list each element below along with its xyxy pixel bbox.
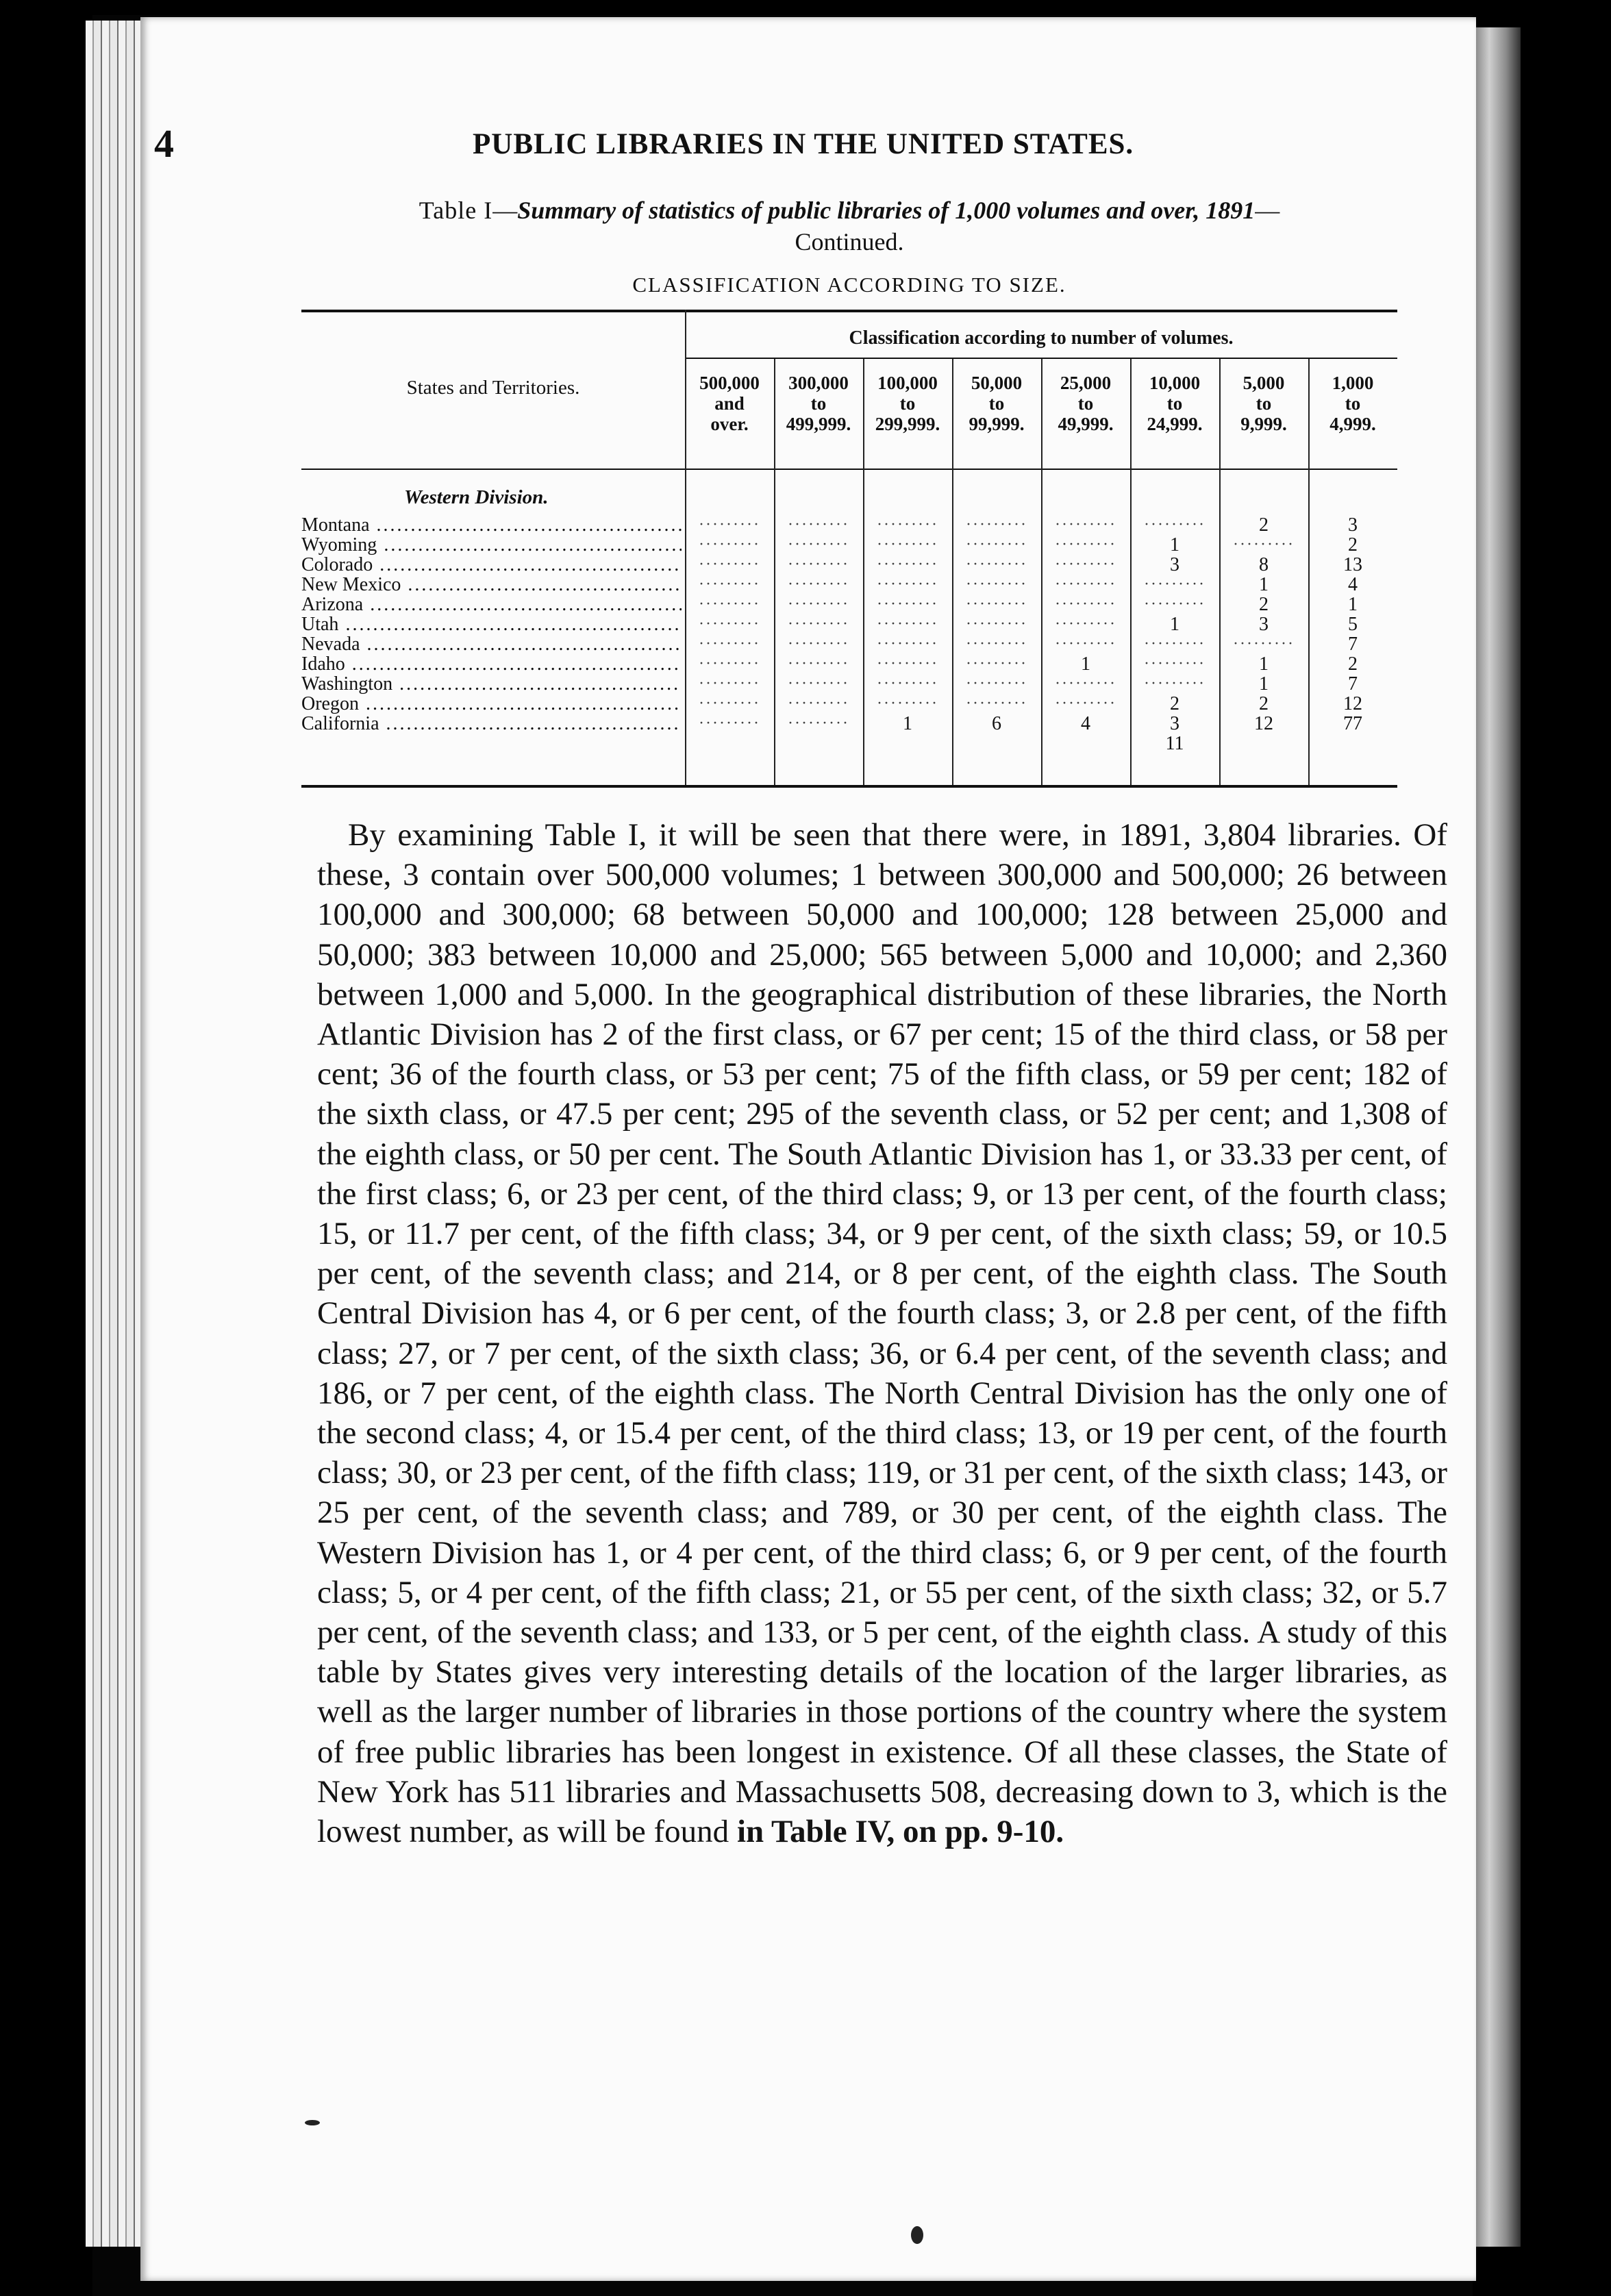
table-cell (1130, 674, 1219, 694)
table-cell (1219, 634, 1308, 654)
leader-dots: ········· (788, 615, 849, 633)
table-cell: 2 (1348, 534, 1358, 556)
section-label-western-division: Western Division. (404, 486, 549, 508)
table-cell: 13 (1343, 554, 1362, 575)
column-header (952, 373, 1041, 434)
column-header-line: 49,999. (1058, 414, 1114, 434)
leader-dots: ········· (1144, 575, 1206, 593)
table-cell: 2 (1348, 653, 1358, 675)
leader-dots: ········· (966, 655, 1027, 673)
leader-dots: ········· (699, 635, 760, 653)
table-cell: 1 (1348, 594, 1358, 615)
table-cell: 1 (1170, 534, 1179, 556)
states-column-header: States and Territories. (406, 377, 580, 399)
column-header-line: 300,000 (788, 373, 849, 393)
leader-dots: ········· (788, 714, 849, 732)
column-header-line: 299,999. (875, 414, 940, 434)
leader-dots: ········· (966, 615, 1027, 633)
state-name: Idaho ..... (301, 654, 682, 674)
leader-dots: ········· (877, 655, 938, 673)
leader-dots: ········· (699, 516, 760, 534)
table-row (301, 555, 1397, 575)
table-cell (1130, 634, 1219, 654)
table-cell: 8 (1259, 554, 1269, 575)
state-name: Montana ..... (301, 515, 682, 535)
table-cell: 2 (1259, 594, 1269, 615)
leader-dots: ········· (966, 575, 1027, 593)
table-cell (863, 555, 952, 575)
state-name: Arizona ..... (301, 595, 682, 614)
leader-dots: ········· (788, 556, 849, 573)
table-cell: 3 (1170, 554, 1179, 575)
table-caption-title: Summary of statistics of public libraries of 1,000 volumes and over, 1891 (517, 197, 1256, 224)
table-cell: 6 (992, 713, 1001, 734)
table-cell: 3 (1348, 514, 1358, 536)
classification-group-header: Classification according to number of volumes. (849, 327, 1234, 349)
table-cell (1219, 535, 1308, 555)
table-cell: 1 (1259, 574, 1269, 595)
table-subtitle: CLASSIFICATION ACCORDING TO SIZE. (632, 273, 1066, 297)
table-cell (863, 614, 952, 634)
binding-gutter-shadow (1473, 27, 1521, 2247)
leader-dots: ········· (1233, 536, 1295, 553)
table-cell (952, 634, 1041, 654)
table-cell (1041, 535, 1130, 555)
column-header-line: 499,999. (786, 414, 851, 434)
leader-dots: ········· (1144, 595, 1206, 613)
table-caption: Table I—Summary of statistics of public libraries of 1,000 volumes and over, 1891— Continued. (419, 197, 1280, 255)
table-row (301, 694, 1397, 714)
table-cell (685, 694, 774, 714)
table-cell (863, 575, 952, 595)
leader-dots: ········· (877, 615, 938, 633)
leader-dots: ········· (966, 695, 1027, 712)
leader-dots: ········· (699, 575, 760, 593)
table-row (301, 654, 1397, 674)
table-caption-label: Table I (419, 197, 493, 224)
table-cell: 4 (1348, 574, 1358, 595)
table-cell: 2 (1259, 693, 1269, 714)
column-header (863, 373, 952, 434)
table-cell (685, 575, 774, 595)
state-name: Wyoming ..... (301, 535, 682, 555)
table-cell: 12 (1254, 713, 1273, 734)
table-row (301, 614, 1397, 634)
leader-dots: ········· (788, 575, 849, 593)
table-cell (685, 515, 774, 535)
table-cell (685, 535, 774, 555)
leader-dots: ········· (877, 575, 938, 593)
column-header (685, 373, 774, 434)
table-cell: 1 (1170, 614, 1179, 635)
table-cell (1041, 634, 1130, 654)
column-header (1308, 373, 1397, 434)
leader-dots: ········· (877, 695, 938, 712)
state-name: New Mexico ..... (301, 575, 682, 595)
column-header-line: 1,000 (1332, 373, 1374, 393)
table-cell (685, 614, 774, 634)
column-header-line: 4,999. (1329, 414, 1376, 434)
table-cell: 2 (1259, 514, 1269, 536)
column-header-line: to (1077, 393, 1094, 414)
leader-dots: ········· (1055, 675, 1116, 692)
table-cell (774, 555, 863, 575)
leader-dots: ········· (699, 675, 760, 692)
leader-dots: ········· (788, 595, 849, 613)
leader-dots: ········· (966, 595, 1027, 613)
column-header-line: to (1256, 393, 1272, 414)
table-cell (952, 515, 1041, 535)
table-cell (774, 674, 863, 694)
scan-border-left (0, 0, 92, 2296)
table-row (301, 674, 1397, 694)
leader-dots: ········· (1055, 536, 1116, 553)
table-cell (952, 535, 1041, 555)
leader-dots: ········· (966, 675, 1027, 692)
leader-dots: ········· (1233, 635, 1295, 653)
leader-dots: ········· (1055, 635, 1116, 653)
table-cell (774, 595, 863, 614)
table-cell (774, 654, 863, 674)
table-cell (774, 614, 863, 634)
table-cell: 77 (1343, 713, 1362, 734)
table-cell (1041, 595, 1130, 614)
table-caption-continued: Continued. (795, 228, 904, 255)
page-number: 4 (154, 121, 174, 166)
table-row (301, 734, 1397, 753)
leader-dots: ········· (877, 595, 938, 613)
header-bottom-rule (301, 469, 1397, 470)
table-cell: 1 (1259, 673, 1269, 695)
column-header-line: 25,000 (1060, 373, 1112, 393)
table-bottom-rule (301, 785, 1397, 788)
leader-dots: ········· (788, 695, 849, 712)
state-name: California ..... (301, 714, 682, 734)
running-head: PUBLIC LIBRARIES IN THE UNITED STATES. (473, 128, 1134, 160)
column-header-line: to (988, 393, 1005, 414)
column-header (1041, 373, 1130, 434)
leader-dots: ········· (1144, 675, 1206, 692)
table-top-rule (301, 310, 1397, 312)
table-cell (952, 654, 1041, 674)
table-row (301, 535, 1397, 555)
leader-dots: ········· (699, 655, 760, 673)
table-cell (863, 595, 952, 614)
leader-dots: ········· (966, 516, 1027, 534)
table-cell (952, 575, 1041, 595)
scan-speck (305, 2120, 320, 2125)
leader-dots: ········· (1055, 695, 1116, 712)
leader-dots: ········· (699, 595, 760, 613)
table-row (301, 714, 1397, 734)
column-header-line: 100,000 (877, 373, 938, 393)
table-cell (774, 714, 863, 734)
column-header-line: 5,000 (1242, 373, 1285, 393)
column-header-line: and (714, 393, 745, 414)
leader-dots: ········· (1144, 516, 1206, 534)
column-header (1219, 373, 1308, 434)
table-cell: 7 (1348, 673, 1358, 695)
table-cell (863, 634, 952, 654)
statistics-table (301, 310, 1397, 789)
leader-dots: ········· (1055, 516, 1116, 534)
table-row (301, 575, 1397, 595)
table-cell (774, 634, 863, 654)
table-cell: 11 (1165, 733, 1184, 754)
table-cell (952, 555, 1041, 575)
scan-border-top (89, 0, 1479, 15)
table-cell (774, 515, 863, 535)
table-cell (1041, 674, 1130, 694)
table-cell (1041, 555, 1130, 575)
state-name: Colorado ..... (301, 555, 682, 575)
table-cell (952, 674, 1041, 694)
leader-dots: ········· (699, 714, 760, 732)
table-cell: 2 (1170, 693, 1179, 714)
leader-dots: ········· (966, 556, 1027, 573)
leader-dots: ········· (699, 615, 760, 633)
column-header-line: to (1345, 393, 1361, 414)
table-cell (1130, 595, 1219, 614)
table-cell (952, 614, 1041, 634)
leader-dots: ········· (877, 556, 938, 573)
table-row (301, 595, 1397, 614)
column-header-line: over. (710, 414, 749, 434)
body-closing-reference: in Table IV, on pp. 9-10. (736, 1814, 1064, 1850)
leader-dots: ········· (788, 536, 849, 553)
column-header-line: 50,000 (971, 373, 1023, 393)
table-row (301, 515, 1397, 535)
table-cell (1041, 515, 1130, 535)
table-cell (774, 694, 863, 714)
table-cell (1041, 694, 1130, 714)
leader-dots: ········· (1055, 595, 1116, 613)
table-cell (774, 575, 863, 595)
leader-dots: ········· (699, 556, 760, 573)
table-cell: 5 (1348, 614, 1358, 635)
column-header-line: 24,999. (1147, 414, 1203, 434)
table-cell (1130, 654, 1219, 674)
table-cell (863, 674, 952, 694)
leader-dots: ········· (699, 536, 760, 553)
table-cell (1041, 614, 1130, 634)
table-cell: 3 (1259, 614, 1269, 635)
column-header (1130, 373, 1219, 434)
table-cell (685, 634, 774, 654)
table-cell (863, 535, 952, 555)
leader-dots: ········· (788, 675, 849, 692)
leader-dots: ········· (788, 635, 849, 653)
column-header-line: 99,999. (969, 414, 1025, 434)
leader-dots: ········· (1055, 575, 1116, 593)
table-cell (685, 674, 774, 694)
state-name: Utah ..... (301, 614, 682, 634)
leader-dots: ········· (699, 695, 760, 712)
state-name: Oregon ..... (301, 694, 682, 714)
leader-dots: ········· (966, 635, 1027, 653)
leader-dots: ········· (788, 516, 849, 534)
table-cell: 7 (1348, 634, 1358, 655)
table-cell (863, 654, 952, 674)
column-header-line: to (899, 393, 916, 414)
body-paragraph-text: By examining Table I, it will be seen that there were, in 1891, 3,804 libraries. Of these, 3 contain over 500,000 volumes; 1 between 300,000 and 500,000; 26 between 100,000 and 300,000; 68 between 50,000 and 100,000; 128 between 25,000 and 50,000; 383 between 10,000 and 25,000; 565 between 5,000 and 10,000; and 2,360 between 1,000 and 5,000. In the geographical distribution of these libraries, the North Atlantic Division has 2 of the first class, or 67 per cent; 15 of the third class, or 58 per cent; 36 of the fourth class, or 53 per cent; 75 of the fifth class, or 59 per cent; 182 of the sixth class, or 47.5 per cent; 295 of the seventh class, or 52 per cent; and 1,308 of the eighth class, or 50 per cent. The South Atlantic Division has 1, or 33.33 per cent, of the first class; 6, or 23 per cent, of the third class; 9, or 13 per cent, of the fourth class; 15, or 11.7 per cent, of the fifth class; 34, or 9 per cent, of the sixth class; 59, or 10.5 per cent, of the seventh class; and 214, or 8 per cent, of the eighth class. The South Central Division has 4, or 6 per cent, of the fourth class; 3, or 2.8 per cent, of the fifth class; 27, or 7 per cent, of the sixth class; 36, or 6.4 per cent, of the seventh class; and 186, or 7 per cent, of the eighth class. The North Central Division has the only one of the second class; 4, or 15.4 per cent, of the third class; 13, or 19 per cent, of the fourth class; 30, or 23 per cent, of the fifth class; 119, or 31 per cent, of the sixth class; 143, or 25 per cent, of the seventh class; and 789, or 30 per cent, of the eighth class. The Western Division has 1, or 4 per cent, of the third class; 6, or 9 per cent, of the fourth class; 5, or 4 per cent, of the fifth class; 21, or 55 per cent, of the sixth class; 32, or 5.7 per cent, of the seventh class; and 133, or 5 per cent, of the eighth class. A study of this table by States gives very interesting details of the location of the larger libraries, as well as the larger number of libraries in those portions of the country where the system of free public libraries has been longest in existence. Of all these classes, the State of New York has 511 libraries and Massachusetts 508, decreasing down to 3, which is the lowest number, as will be found (317, 817, 1447, 1850)
scan-speck (911, 2226, 923, 2244)
leader-dots: ········· (1055, 556, 1116, 573)
leader-dots: ········· (966, 536, 1027, 553)
table-cell (863, 694, 952, 714)
table-cell (1041, 575, 1130, 595)
table-cell (1130, 515, 1219, 535)
table-cell: 1 (903, 713, 912, 734)
leader-dots: ········· (877, 675, 938, 692)
leader-dots: ········· (788, 655, 849, 673)
leader-dots: ········· (1144, 635, 1206, 653)
leader-dots: ········· (877, 635, 938, 653)
table-cell (685, 595, 774, 614)
state-name: Washington ..... (301, 674, 682, 694)
table-cell (952, 694, 1041, 714)
table-cell (774, 535, 863, 555)
table-cell (1130, 575, 1219, 595)
column-header-line: 500,000 (699, 373, 760, 393)
column-header-line: 10,000 (1149, 373, 1201, 393)
table-cell (685, 654, 774, 674)
table-cell: 12 (1343, 693, 1362, 714)
column-header (774, 373, 863, 434)
table-cell (863, 515, 952, 535)
table-cell: 4 (1081, 713, 1090, 734)
column-header-line: to (1166, 393, 1183, 414)
state-name: Nevada ..... (301, 634, 682, 654)
leader-dots: ········· (1144, 655, 1206, 673)
table-cell: 3 (1170, 713, 1179, 734)
body-paragraph (317, 815, 1447, 1851)
table-cell: 1 (1259, 653, 1269, 675)
leader-dots: ········· (877, 516, 938, 534)
table-cell (685, 714, 774, 734)
column-header-line: 9,999. (1240, 414, 1287, 434)
leader-dots: ········· (1055, 615, 1116, 633)
table-row (301, 634, 1397, 654)
leader-dots: ········· (877, 536, 938, 553)
table-cell: 1 (1081, 653, 1090, 675)
table-cell (685, 555, 774, 575)
table-cell (952, 595, 1041, 614)
column-header-line: to (810, 393, 827, 414)
